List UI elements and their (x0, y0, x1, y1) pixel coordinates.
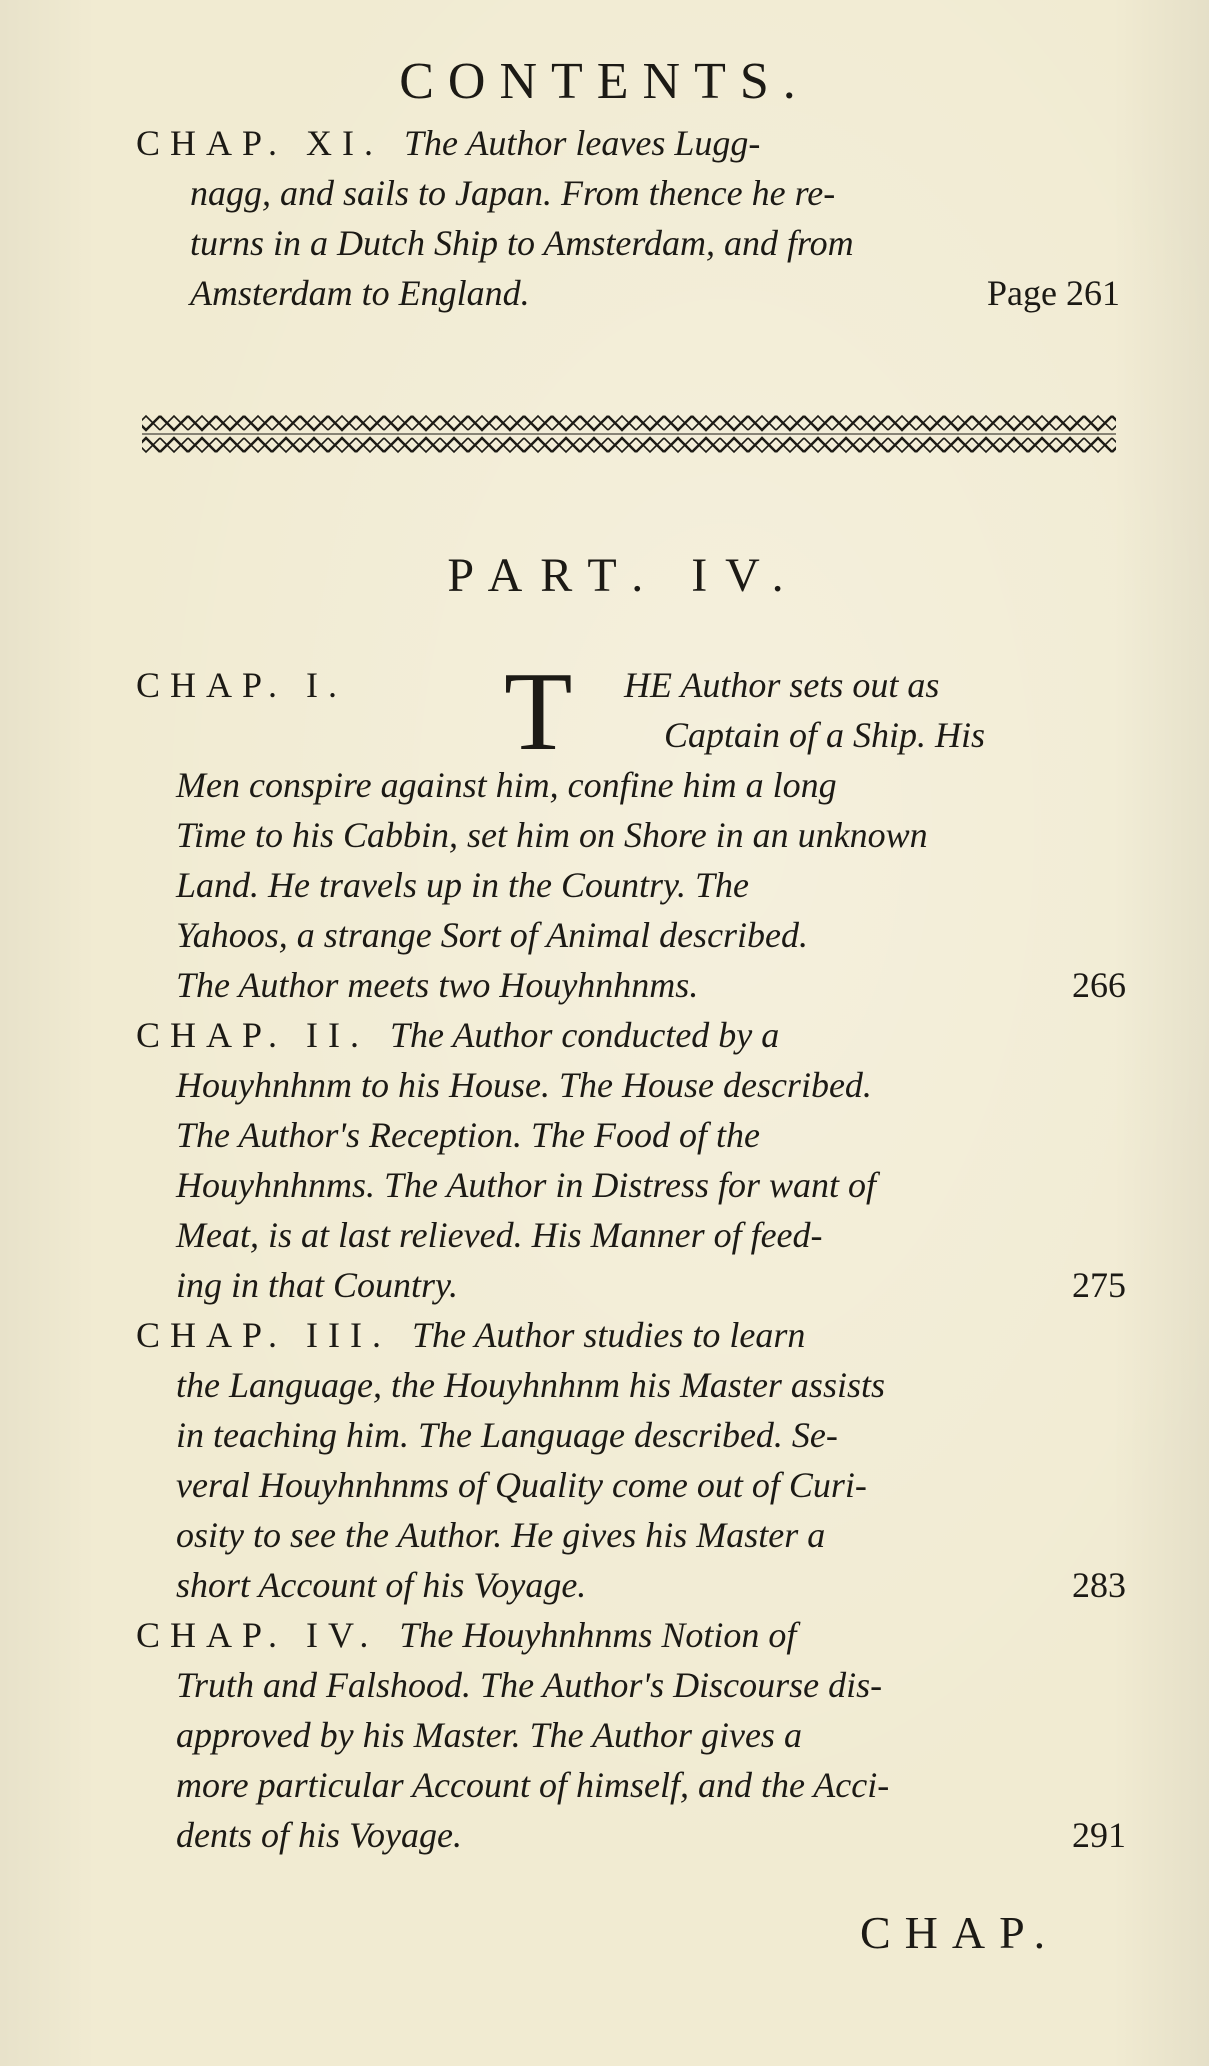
chapter-summary-line: approved by his Master. The Author gives a (176, 1715, 802, 1755)
running-head: CONTENTS. (399, 53, 810, 110)
chapter-summary-line: Meat, is at last relieved. His Manner of feed- (176, 1215, 823, 1255)
toc-line (136, 660, 1126, 710)
chapter-heading: CHAP. IV. (136, 1615, 379, 1655)
chapter-heading: CHAP. XI. (136, 123, 384, 163)
toc-line (136, 1010, 1126, 1060)
chapter-summary-line: Houyhnhnm to his House. The House described. (176, 1065, 872, 1105)
toc-line (136, 118, 1126, 168)
toc-line (136, 268, 1126, 318)
chapter-summary-line: short Account of his Voyage. (176, 1565, 587, 1605)
chapter-summary-line: turns in a Dutch Ship to Amsterdam, and from (190, 223, 854, 263)
toc-line (136, 1560, 1126, 1610)
toc-entry-chap-4 (136, 1610, 1126, 1860)
toc-entry-chap-2 (136, 1010, 1126, 1310)
drop-cap: T (504, 650, 573, 774)
chapter-summary-line: The Houyhnhnms Notion of (399, 1615, 797, 1655)
page-number: 275 (1072, 1265, 1126, 1305)
toc-line (136, 1310, 1126, 1360)
chapter-summary-line: Houyhnhnms. The Author in Distress for want of (176, 1165, 877, 1205)
toc-line (136, 1260, 1126, 1310)
ornamental-divider (132, 412, 1126, 456)
catchword: CHAP. (860, 1907, 1060, 1958)
chapter-summary-line: dents of his Voyage. (176, 1815, 462, 1855)
page-number: 291 (1072, 1815, 1126, 1855)
toc-line (136, 960, 1126, 1010)
chapter-summary-line: The Author meets two Houyhnhnms. (176, 965, 699, 1005)
chapter-summary-line: Men conspire against him, confine him a long (176, 765, 837, 805)
chapter-summary-line: Time to his Cabbin, set him on Shore in an unknown (176, 815, 928, 855)
toc-entry-chap-1 (136, 660, 1126, 1010)
chapter-summary-line: more particular Account of himself, and the Acci- (176, 1765, 890, 1805)
chapter-summary-line: nagg, and sails to Japan. From thence he re- (190, 173, 836, 213)
part-title: PART. IV. (447, 549, 802, 602)
chapter-summary-line: the Language, the Houyhnhnm his Master assists (176, 1365, 885, 1405)
chapter-summary-line: The Author conducted by a (390, 1015, 780, 1055)
toc-entry-chap-3 (136, 1310, 1126, 1610)
chapter-summary-line: Amsterdam to England. (190, 273, 530, 313)
page-number: 283 (1072, 1565, 1126, 1605)
chapter-summary-line: Truth and Falshood. The Author's Discourse dis- (176, 1665, 883, 1705)
toc-entry-chap-11 (136, 118, 1126, 318)
chapter-summary-line: ing in that Country. (176, 1265, 459, 1305)
page-number: 266 (1072, 965, 1126, 1005)
chapter-summary-line: The Author's Reception. The Food of the (176, 1115, 760, 1155)
chapter-heading: CHAP. II. (136, 1015, 370, 1055)
toc-line (136, 1810, 1126, 1860)
chapter-summary-line: HE Author sets out as (624, 665, 940, 705)
chapter-summary-line: in teaching him. The Language described. Se- (176, 1415, 838, 1455)
chapter-summary-line: Captain of a Ship. His (664, 715, 986, 755)
chapter-summary-line: The Author leaves Lugg- (404, 123, 761, 163)
toc-line (136, 1610, 1126, 1660)
chapter-summary-line: Land. He travels up in the Country. The (176, 865, 749, 905)
chapter-summary-line: Yahoos, a strange Sort of Animal described. (176, 915, 809, 955)
chapter-heading: CHAP. I. (136, 665, 348, 705)
chapter-summary-line: veral Houyhnhnms of Quality come out of Curi- (176, 1465, 867, 1505)
chapter-summary-line: osity to see the Author. He gives his Master a (176, 1515, 826, 1555)
chapter-heading: CHAP. III. (136, 1315, 392, 1355)
page-number: Page 261 (987, 273, 1120, 313)
chapter-summary-line: The Author studies to learn (412, 1315, 806, 1355)
